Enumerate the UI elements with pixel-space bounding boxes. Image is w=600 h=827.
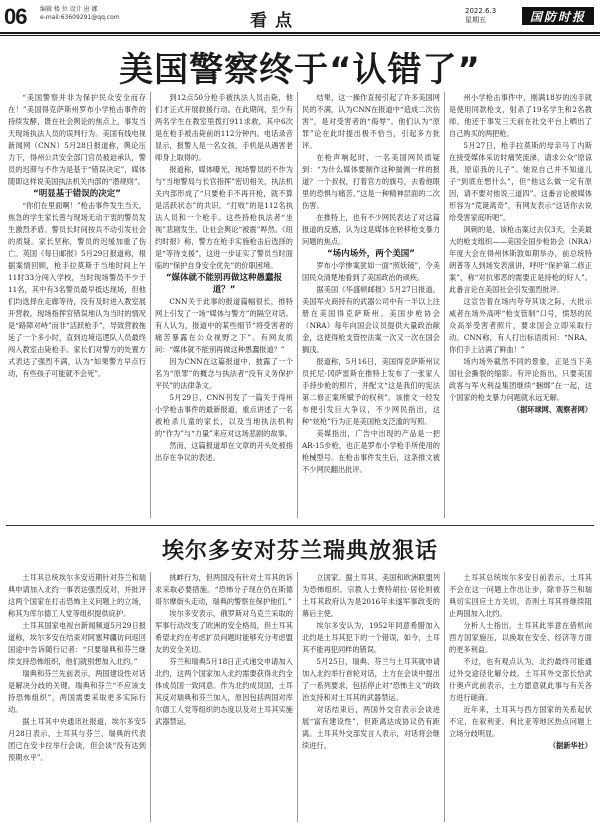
article-divider [6,525,594,526]
subheading: “明显基于错误的决定” [33,189,121,199]
paragraph: 在枪声响起时，一名美国网民质疑到：“为什么媒体要制作这种揣测一样的报道？一个叔叔，打着官方的旗号，去看他眼里的恐惧与痛苦。”这是一种精神层面的二次伤害。 [302,153,440,210]
page-number: 06 [4,4,27,29]
paragraph: 据美国《华盛顿邮报》5月27日报道，美国军火商持有的武器公司中有一半以上注册在美国得克萨斯州。美国步枪协会（NRA）每年向国会议员提供大量政治献金，这使得枪支管控法案一次又一次在国会搁浅。 [302,285,440,354]
paragraph: 这宣告着在场内夸夸其谈之际，大批示威者在场外高呼“枪支管制”口号，愤怒的民众高举受害者照片，要求国会立即采取行动。CNN称，有人打出标语质问：“NRA，你们手上沾满了鲜血！” [449,297,592,354]
newspaper-logo: 国防时报 [522,7,594,25]
column-rule [297,572,298,822]
paragraph: 据土耳其中央通讯社报道，埃尔多安5月28日表示，土耳其与芬兰、瑞典的代表团已在安卡拉举行会谈，但会谈“没有达到预期水平”。 [8,717,146,762]
article2-column-4 [449,572,592,822]
column-rule [297,92,298,518]
paragraph: 瑞典和芬兰先前表示，两国建设性对话是解决分歧的关键。瑞典和芬兰“不应该支持恐怖组织”，两国需要采取更多实际行动。 [8,669,146,714]
email-line: e-mail:63609291@qq.com [40,14,120,21]
article1-column-2 [155,92,293,518]
paragraph: 5月29日，CNN刊发了一篇关于得州小学枪击事件的最新报道，重点讲述了一名被枪杀儿童的家长，以及当地执法机构的“作为”与“力量”来应对这场悲剧的故事。 [155,393,293,438]
page-header [0,0,600,32]
article1-column-1 [8,92,146,518]
article2-source: （据新华社） [548,741,592,750]
paragraph: 讽刺的是，该枪击案过去仅3天，全美最大的枪支组织——美国全国步枪协会（NRA）年度大会在得州休斯敦如期举办，前总统特朗普等人到场发表演讲，呼吁“保护第二修正案”，称“对抗邪恶的需要正是持枪的好人”。此番言论在美国社会引发强烈批评。 [449,225,592,294]
paragraph: 美媒指出，广告中出现的产品是一把AR-15步枪，也正是罗布小学枪手所使用的枪械型号。在枪击事件发生后，这条推文被不少网民翻出批评。 [302,429,440,474]
paragraph: 然而，这篇报道却在文章的开头处被指出存在争议的表述。 [155,441,293,462]
column-rule [444,92,445,518]
header-rule-thin [0,35,600,36]
paragraph: 立国家。据土耳其、美国和欧洲联盟列为恐怖组织。宗教人士费特胡拉·居伦则被土耳其政府认为是2016年未遂军事政变的幕后主使。 [302,573,440,618]
paragraph: 州小学枪击事件中，刚满18岁的凶手就是使用同款枪支，射杀了19名学生和2名教师。他还于事发三天前在社交平台上晒出了自己购买的两把枪。 [449,93,592,138]
paragraph: 近年来，土耳其与西方国家的关系起伏不定，在叙利亚、利比亚等地区热点问题上立场分歧明显。 [449,705,592,738]
paragraph: 分析人士指出，土耳其此举意在借机向西方国家施压，以换取在安全、经济等方面的更多利益。 [449,621,592,654]
article2-column-2 [155,572,293,822]
article1-headline: 美国警察终于“认错了” [119,50,481,90]
paragraph: 埃尔多安表示，俄罗斯对乌克兰采取的军事行动改变了欧洲的安全格局，但土耳其希望北约在考虑扩员问题时能够充分考虑盟友的安全关切。 [155,609,293,654]
paragraph: 不过，也有观点认为，北约最终可能通过外交途径化解分歧。土耳其外交部长恰武什奥卢此前表示，土方愿意就此事与有关各方进行磋商。 [449,657,592,702]
paragraph: 土耳其总统埃尔多安日前表示，土耳其不会在这一问题上作出让步，除非芬兰和瑞典切实回应土方关切，否则土耳其将继续阻止两国加入北约。 [449,573,592,618]
paragraph: 土耳其国家电视台新闻频道5月29日报道称，埃尔多安在结束对阿塞拜疆访问返回国途中告诉随行记者：“只要瑞典和芬兰继续支持恐怖组织，他们就别想加入北约。” [8,621,146,666]
header-rule [0,32,600,34]
paragraph: 土耳其总统埃尔多安近期针对芬兰和瑞典申请加入北约一事表达强烈反对，并批评这两个国家在打击恐怖主义问题上的立场，称其为库尔德工人党等组织提供庇护。 [8,573,146,618]
editor-info [40,6,120,22]
subheading: “场内场外，两个美国” [327,249,415,259]
column-rule [150,572,151,822]
subheading: “媒体就不能别再做这种愚蠢报道？” [165,273,283,295]
paragraph: 对话结束后，两国外交官表示会谈进展“富有建设性”，但距离达成协议仍有距离。土耳其外交部发言人表示，对话将会继续进行。 [302,705,440,750]
paragraph: “美国警察并非为保护民众安全而存在！”美国得克萨斯州罗布小学枪击事件的持续发酵，既在社会舆论的焦点上，事发当天现场执法人员的误判行为。美国有线电视新闻网（CNN）5月28日报道称，舆论压力下，得州公共安全部门官员被迫承认，警员的迟滞与不作为是基于“错误决定”，媒体随即这样说美国执法机关内部的“潜规则”。 [8,93,146,186]
paragraph: 在推特上，也有不少网民表达了对这篇报道的反感，认为这是媒体在转移枪支暴力问题的焦点。 [302,213,440,246]
paragraph: 罗布小学惨案犹如一面“照妖镜”，令美国民众清楚地看到了美国政治的顽疾。 [302,261,440,282]
section-title: 看点 [250,11,300,31]
paragraph: 芬兰和瑞典5月18日正式递交申请加入北约，这两个国家加入北约需要获得北约全体成员国一致同意。作为北约成员国，土耳其反对瑞典和芬兰加入，原因包括两国对库尔德工人党等组织的态度以及对土耳其实施武器禁运。 [155,657,293,726]
article1-column-3 [302,92,440,518]
article2-column-3 [302,572,440,822]
article1-column-4 [449,92,592,518]
paragraph: 报道称，媒体曝光，现场警员的不作为与“当地警局与长官指挥”密切相关，执法机关内部形成了“只要枪手不再开枪，就不算是活跃状态”的共识。“打败”的是112名执法人员和一个枪手。这些持枪执法者“坐视”悲剧发生，让社会舆论“被震”哗然。《纽约时报》称，警方在枪手实施枪击后选择的是“等待支援”，这进一步证实了警员当时面临的“保护自身安全优先”的价职困境。 [155,165,293,270]
date-text: 2022.6.3 [465,7,497,15]
article1-source: （据环球网、观察者网） [512,405,592,414]
paragraph: 因为CNN在这篇报道中，披露了一个名为“原罪”的概念与执法者“没有义务保护平民”的法律条文。 [155,357,293,390]
weekday-text: 星期五 [465,16,486,24]
editor-line: 编辑 楼 位 设计 唐 娜 [40,6,98,13]
paragraph: “你们在里面啊！”枪击事件发生当天，焦急的学生家长曾与现场无动于衷的警员发生激烈矛盾。警员长时间按兵不动引发社会的质疑。家长坚称，警员的迟缓加重了伤亡。英国《每日邮报》5月29日报道称，根据案情回顾，枪手拉莫斯于当地时间上午11时33分闯入学校，当时现场警员不少于11名，其中有3名警员最早抵达现场，但他们均选择在走廊等待，没有及时进入教室展开营救。现场指挥官错误地认为当时的情况是“路障对峙”而非“活跃枪手”，导致营救拖延了一个多小时，直到边境巡逻队人员最终闯入教室击毙枪手。家长们对警方的处置方式表达了强烈不满，认为“如果警方早点行动，有些孩子可能就不会死”。 [8,201,146,378]
paragraph: CNN关于此事的报道篇幅很长，推特网上引发了一场“媒体与警方”的隔空对话。有人认为，报道中的某些细节“将受害者的痛苦暴露在公众视野之下”。有网友质问：“媒体就不能别再做这种愚蠢报道？” [155,297,293,354]
article2-column-1 [8,572,146,822]
column-rule [150,92,151,518]
paragraph: 场内场外截然不同的景象，正是当下美国社会撕裂的缩影。有评论指出，只要美国政客与军火利益集团继续“捆绑”在一起，这个国家的枪支暴力问题就永远无解。 [449,357,592,402]
paragraph: 5月25日，瑞典、芬兰与土耳其就申请加入北约举行首轮对话，土方在会谈中提出了一系列要求，包括停止对“恐怖主义”的政治支持和对土耳其的武器禁运。 [302,657,440,702]
paragraph: 5月27日，枪手拉莫斯的母亲马丁内斯在接受媒体采访时痛哭流涕，请求公众“原谅我，原谅我的儿子”。她说自己并不知道儿子“到底在想什么”，但“他这么做一定有原因，请不要对他说三道四”。这番言论被媒体形容为“荒诞离奇”，有网友表示“这话你去说给受害家庭听吧”。 [449,141,592,222]
paragraph: 埃尔多安认为，1952年同意希腊加入北约是土耳其犯下的一个错误，如今，土耳其不能再犯同样的错误。 [302,621,440,654]
paragraph: 到12点50分枪手被执法人员击毙，他们才正式开展救援行动。在此期间，至少有两名学生在教室里拨打911求救，其中6次是在枪手被击毙前的112分钟内。电话录音显示，报警人是一名女孩，手机是从遇害老师身上取得的。 [155,93,293,162]
paragraph: 结果，这一操作直接引起了许多美国网民的不满，认为CNN在报道中“造成二次伤害”，是对受害者的“侮辱”。他们认为“原罪”论在此时提出极不恰当，引起多方批评。 [302,93,440,150]
column-rule [444,572,445,822]
article2-headline: 埃尔多安对芬兰瑞典放狠话 [161,539,438,564]
paragraph: 挑衅行为，但两国没有针对土耳其的诉求采取必要措施。“恐怖分子现在仍在斯德哥尔摩街头走动，瑞典的警察在保护他们。” [155,573,293,606]
paragraph: 报道称，5月16日，美国得克萨斯州议员托尼·冈萨雷斯在推特上发布了一张家人手持步枪的照片，并配文“这是我们的宪法第二修正案所赋予的权利”。该推文一经发布便引发巨大争议，不少网民指出，这种“炫枪”行为正是美国枪支泛滥的写照。 [302,357,440,426]
issue-date [465,7,496,25]
